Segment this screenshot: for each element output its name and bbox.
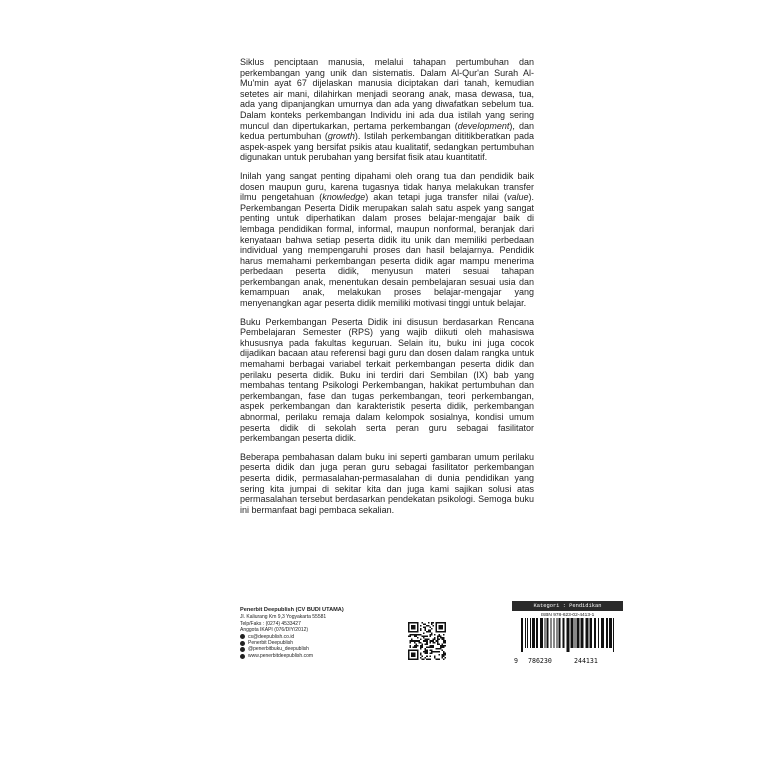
barcode-digit-lead: 9 [514,657,518,665]
blurb-paragraph-1 [240,57,534,163]
blurb-text: Siklus penciptaan manusia, melalui tahapan pertumbuhan dan perkembangan yang unik dan sistematis. Dalam Al-Qur'an Surah Al-Mu'min ayat 67 dijelaskan manusia diciptakan dari tanah, kemudian setetes air mani, dilahirkan menjadi seorang anak, masa dewasa, tua, ada yang dipanjangkan umurnya dan ada yang diwafatkan sebelum tua. Dalam konteks perkembangan Individu ini ada dua istilah yang sering muncul dan dipertukarkan, pertama perkembangan ( [240,57,534,131]
publisher-membership: Anggota IKAPI (076/DIY/2012) [240,627,309,634]
barcode-digit-group-2: 244131 [574,657,598,665]
blurb-text: ), dan kedua pertumbuhan ( [240,120,534,142]
blurb-paragraph-3: Buku Perkembangan Peserta Didik ini disusun berdasarkan Rencana Pembelajaran Semester (RPS) yang wajib diikuti oleh mahasiswa khususnya pada fakultas keguruan. Selain itu, buku ini juga cocok dijadikan bacaan atau referensi bagi guru dan dosen dalam rangka untuk memahami berbagai variabel terkait perkembangan peserta didik dan perilaku peserta didik. Buku ini terdiri dari Sembilan (IX) bab yang membahas tentang Psikologi Perkembangan, hakikat pertumbuhan dan perkembangan, fase dan tugas perkembangan, teori perkembangan, aspek perkembangan dan karakteristik peserta didik, perkembangan abnormal, perilaku remaja dalam kelompok sosialnya, kondisi umum peserta didik di sekolah serta peran guru sebagai fasilitator perkembangan peserta didik. [240,316,534,444]
contact-email-text: cs@deepublish.co.id [248,633,295,640]
blurb-term-knowledge: knowledge [322,192,366,203]
category-label: Kategori : Pendidikan [512,601,623,611]
barcode-icon [521,618,615,652]
qr-code-icon [408,622,446,660]
blurb-text: ). Perkembangan Peserta Didik merupakan salah satu aspek yang sangat penting untuk diperhatikan dalam proses belajar-mengajar baik di lembaga pendidikan formal, informal, maupun nonformal, beranjak dari kenyataan bahwa setiap peserta didik itu unik dan memiliki perbedaan individual yang mempengaruhi proses dan hasil belajarnya. Pendidik harus memahami perkembangan peserta didik agar mampu menerima perbedaan peserta didik, menyusun materi sesuai tahapan perkembangan anak, menentukan desain pembelajaran sesuai usia dan kemampuan anak, melakukan proses belajar-mengajar yang menyenangkan agar peserta didik memiliki motivasi tinggi untuk belajar. [240,192,534,309]
barcode-digits [512,657,623,665]
blurb-paragraph-4: Beberapa pembahasan dalam buku ini seperti gambaran umum perilaku peserta didik dan juga peran guru sebagai fasilitator perkembangan peserta didik, permasalahan-permasalahan di dunia pendidikan yang sering kita jumpai di sekitar kita dan juga kami sajikan solusi atas permasalahan tersebut berdasarkan pendekatan psikologi. Semoga buku ini bermanfaat bagi pembaca sekalian. [240,451,534,515]
blurb-text: ) akan tetapi juga transfer nilai ( [365,192,507,203]
barcode-digit-group-1: 786230 [528,657,552,665]
contact-instagram-text: @penerbitbuku_deepublish [248,646,309,653]
facebook-icon [240,641,245,646]
contact-website-text: www.penerbitdeepublish.com [248,652,314,659]
publisher-info [240,607,400,659]
publisher-name: Penerbit Deepublish (CV BUDI UTAMA) [240,607,344,613]
blurb-term-value: value [506,192,529,203]
blurb-text: Inilah yang sangat penting dipahami oleh orang tua dan pendidik baik dosen maupun guru, karena tugasnya tidak hanya melakukan transfer ilmu pengetahuan ( [240,170,534,203]
isbn-number: ISBN 978-623-02-4413-1 [540,613,595,618]
isbn-barcode-block [512,601,623,669]
contact-website [240,653,400,659]
email-icon [240,634,245,639]
contact-facebook-text: Penerbit Deepublish [248,640,294,647]
globe-icon [240,654,245,659]
blurb-text: ). Istilah perkembangan dititikberatkan pada aspek-aspek yang bersifat psikis atau kualitatif, sedangkan pertumbuhan digunakan untuk perubahan yang bersifat fisik atau kuantitatif. [240,131,534,163]
blurb-term-growth: growth [327,131,355,142]
blurb-term-development: development [457,120,510,131]
back-cover-blurb [240,57,534,523]
blurb-paragraph-2 [240,171,534,309]
publisher-address: Jl. Kaliurang Km 9,3 Yogyakarta 55581 [240,614,327,621]
publisher-phone: Telp/Faks : (0274) 4533427 [240,620,301,627]
instagram-icon [240,647,245,652]
